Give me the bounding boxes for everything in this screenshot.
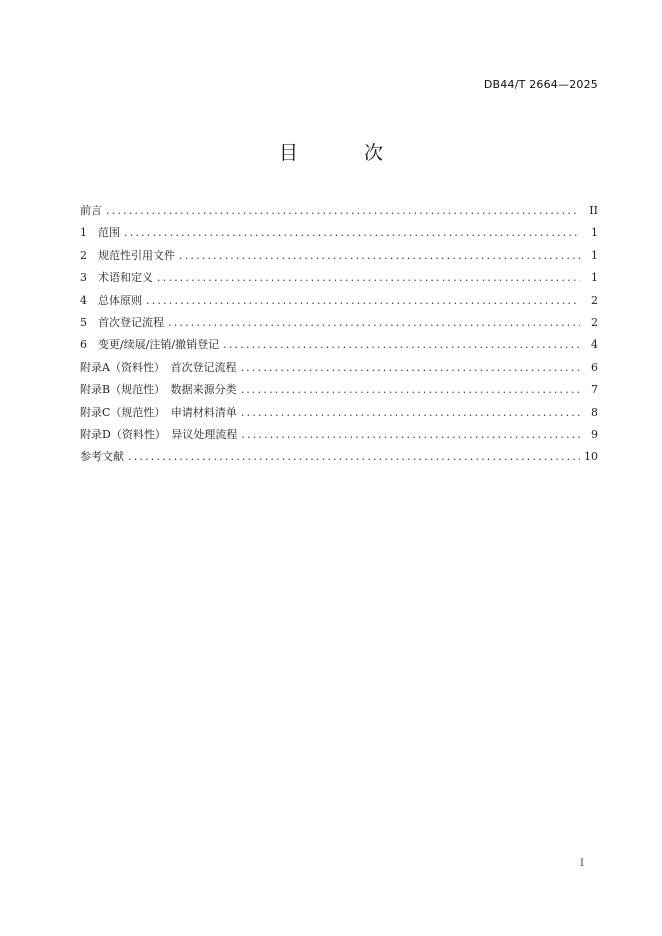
toc-entry-page: 1 — [591, 248, 598, 262]
toc-leader-dots — [179, 245, 580, 267]
toc-entry-label: 参考文献 — [80, 450, 124, 464]
toc-entry-foreword[interactable] — [80, 200, 598, 222]
toc-entry-page: 1 — [591, 271, 598, 285]
toc-leader-dots — [241, 379, 580, 401]
toc-entry-label: 首次登记流程 — [98, 315, 164, 329]
toc-entry-normative-references[interactable] — [80, 245, 598, 267]
toc-entry-initial-registration[interactable] — [80, 312, 598, 334]
toc-entry-number: 2 — [80, 248, 87, 262]
toc-entry-label: 变更/续展/注销/撤销登记 — [98, 338, 220, 352]
toc-entry-page: 1 — [591, 226, 598, 240]
toc-entry-label: 附录A（资料性） 首次登记流程 — [80, 360, 237, 374]
toc-entry-label: 规范性引用文件 — [98, 248, 175, 262]
toc-entry-label: 范围 — [98, 226, 120, 240]
toc-title: 目 次 — [278, 142, 414, 164]
toc-entry-terms[interactable] — [80, 267, 598, 289]
toc-entry-number: 6 — [80, 338, 87, 352]
toc-entry-page: 2 — [591, 315, 598, 329]
toc-leader-dots — [106, 200, 580, 222]
toc-entry-general-principles[interactable] — [80, 290, 598, 312]
toc-entry-label: 附录D（资料性） 异议处理流程 — [80, 427, 238, 441]
toc-leader-dots — [240, 357, 580, 379]
toc-leader-dots — [223, 334, 580, 356]
toc-entry-page: 2 — [591, 293, 598, 307]
toc-entry-scope[interactable] — [80, 222, 598, 244]
toc-entry-number: 5 — [80, 315, 87, 329]
standard-code: DB44/T 2664—2025 — [483, 78, 598, 91]
toc-entry-label: 前言 — [80, 204, 102, 217]
table-of-contents — [80, 200, 598, 469]
toc-entry-page: 4 — [591, 338, 598, 352]
toc-leader-dots — [241, 424, 580, 446]
page-number: I — [580, 858, 584, 869]
toc-entry-label: 附录C（规范性） 申请材料清单 — [80, 405, 237, 419]
toc-entry-label: 术语和定义 — [98, 271, 153, 285]
toc-entry-page: 10 — [584, 450, 598, 464]
toc-entry-appendix-a[interactable] — [80, 357, 598, 379]
toc-entry-page: 9 — [591, 427, 598, 441]
toc-entry-appendix-c[interactable] — [80, 402, 598, 424]
toc-entry-label: 附录B（规范性） 数据来源分类 — [80, 383, 237, 397]
toc-entry-page: 8 — [591, 405, 598, 419]
toc-entry-number: 1 — [80, 226, 87, 240]
toc-leader-dots — [241, 402, 580, 424]
toc-leader-dots — [128, 446, 580, 468]
toc-leader-dots — [124, 222, 580, 244]
toc-entry-page: 6 — [591, 360, 598, 374]
toc-entry-appendix-d[interactable] — [80, 424, 598, 446]
toc-leader-dots — [157, 267, 580, 289]
toc-entry-page: 7 — [591, 383, 598, 397]
toc-entry-page: II — [589, 204, 598, 217]
toc-leader-dots — [146, 290, 580, 312]
toc-entry-appendix-b[interactable] — [80, 379, 598, 401]
toc-entry-label: 总体原则 — [98, 293, 142, 307]
toc-entry-number: 4 — [80, 293, 87, 307]
toc-leader-dots — [168, 312, 580, 334]
toc-entry-number: 3 — [80, 271, 87, 285]
toc-entry-bibliography[interactable] — [80, 446, 598, 468]
toc-entry-change-registration[interactable] — [80, 334, 598, 356]
